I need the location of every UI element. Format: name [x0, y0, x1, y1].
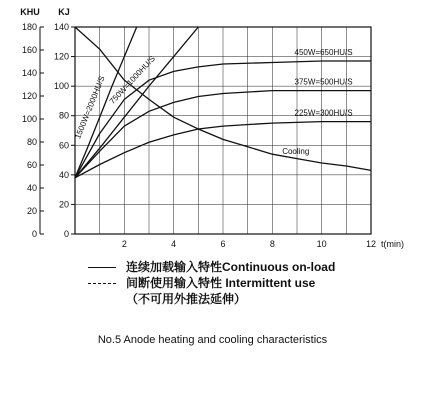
legend-continuous-label: 连续加载输入特性Continuous on-load [126, 260, 336, 274]
chart-caption: No.5 Anode heating and cooling characteristics [97, 334, 328, 346]
x-tick-label: 4 [171, 239, 177, 249]
series-label: 1500W=2000HU/S [73, 74, 107, 141]
kj-unit-label: KJ [58, 7, 70, 17]
legend-continuous [88, 258, 335, 275]
legend-dashed-swatch [88, 283, 116, 284]
kj-tick-label: 80 [58, 110, 69, 121]
series-label: 450W=650HU/S [294, 48, 353, 58]
series-label: Cooling [282, 147, 310, 157]
legend-note: （不可用外推法延伸） [126, 292, 247, 306]
x-tick-label: 2 [121, 239, 127, 249]
kj-tick-label: 40 [58, 169, 69, 180]
khu-tick-label: 100 [21, 114, 37, 124]
khu-tick-label: 40 [26, 183, 37, 193]
series-curve [75, 27, 137, 178]
x-tick-label: 10 [316, 239, 327, 249]
kj-tick-label: 100 [53, 81, 69, 92]
khu-tick-label: 160 [21, 45, 37, 55]
khu-tick-label: 140 [21, 68, 37, 78]
series-label: 375W=500HU/S [294, 77, 353, 87]
legend-intermittent [88, 274, 315, 291]
kj-tick-label: 140 [53, 22, 69, 32]
x-tick-label: 6 [220, 239, 226, 249]
kj-tick-label: 0 [63, 229, 69, 239]
khu-tick-label: 120 [21, 91, 37, 101]
series-label: 225W=300HU/S [294, 108, 353, 118]
khu-tick-label: 20 [26, 206, 37, 216]
x-axis-title: t(min) [381, 239, 404, 249]
kj-tick-label: 60 [58, 140, 69, 151]
legend-intermittent-label: 间断使用输入特性 Intermittent use [126, 276, 316, 290]
khu-unit-label: KHU [20, 7, 40, 17]
x-tick-label: 8 [269, 239, 275, 249]
khu-tick-label: 80 [26, 137, 37, 147]
x-tick-label: 12 [365, 239, 377, 249]
khu-tick-label: 0 [31, 229, 37, 239]
kj-tick-label: 20 [58, 199, 69, 210]
khu-tick-label: 180 [21, 22, 37, 32]
series-label: 750W=1000HU/S [107, 54, 157, 106]
khu-tick-label: 60 [26, 160, 37, 170]
kj-tick-label: 120 [53, 51, 69, 62]
legend-solid-swatch [88, 267, 116, 268]
